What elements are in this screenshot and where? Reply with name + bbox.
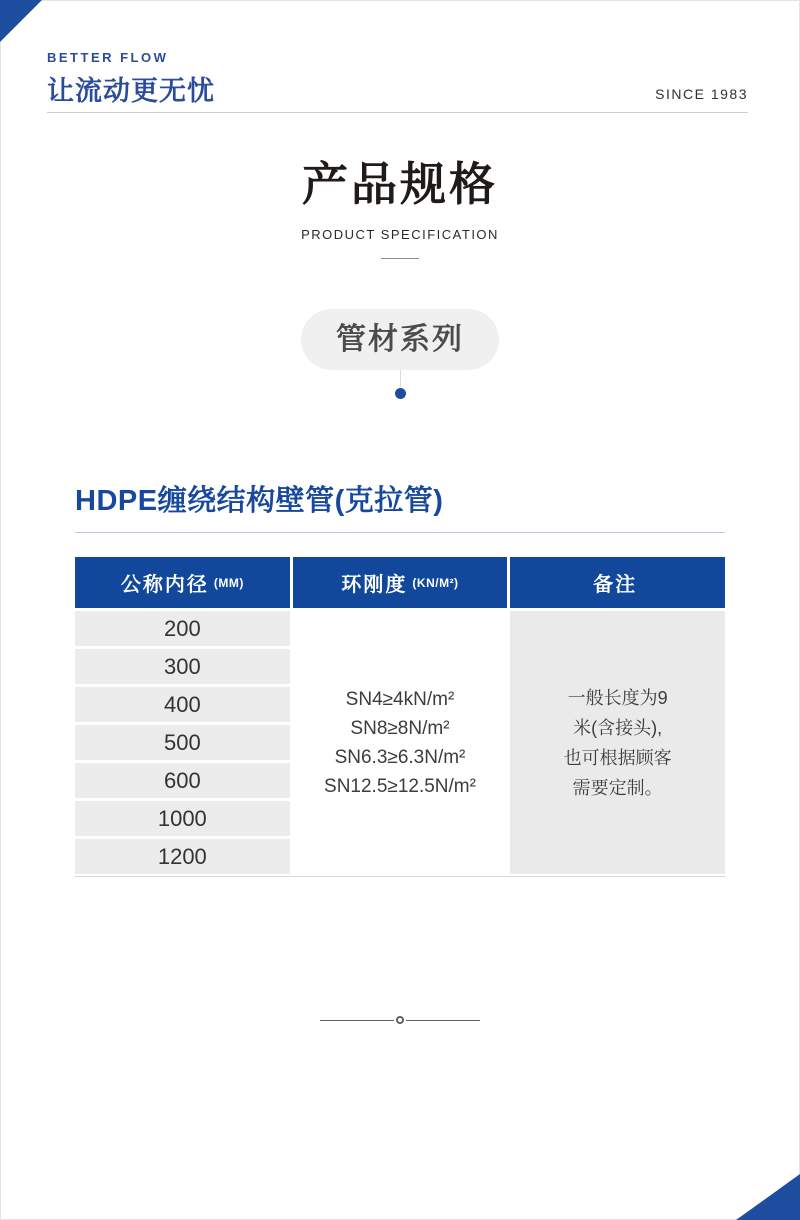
table-row: 400 <box>75 687 290 722</box>
remark-cell <box>510 611 725 874</box>
header-unit: (MM) <box>213 575 244 590</box>
page-subtitle: PRODUCT SPECIFICATION <box>301 227 499 242</box>
brand-header <box>47 50 748 112</box>
title-block <box>0 148 800 259</box>
page-title: 产品规格 <box>302 158 498 210</box>
header-divider <box>47 112 748 113</box>
spec-table-body <box>75 611 725 874</box>
connector-dot-icon <box>395 388 406 399</box>
remark-line: 需要定制。 <box>572 777 663 798</box>
series-badge: 管材系列 <box>301 309 499 370</box>
remark-line: 米(含接头), <box>573 717 663 738</box>
brand-logo-text: 让流动更无忧 <box>47 76 215 106</box>
divider-line-left <box>320 1020 394 1021</box>
title-underline <box>381 258 419 259</box>
table-row: 1000 <box>75 801 290 836</box>
table-row: 200 <box>75 611 290 646</box>
table-row: 1200 <box>75 839 290 874</box>
header-cell-stiffness <box>293 557 508 608</box>
footer-divider <box>320 1016 480 1024</box>
divider-circle-icon <box>396 1016 404 1024</box>
connector-line <box>400 370 401 387</box>
table-row: 600 <box>75 763 290 798</box>
corner-triangle-top-left-icon <box>0 0 42 42</box>
section-heading: HDPE缠绕结构壁管(克拉管) <box>75 478 725 533</box>
series-block <box>0 309 800 399</box>
stiffness-line: SN4≥4kN/m² <box>345 688 455 710</box>
header-unit: (KN/M²) <box>412 575 459 590</box>
diameter-column <box>75 611 290 874</box>
stiffness-line: SN8≥8N/m² <box>350 717 450 739</box>
header-cell-remark <box>510 557 725 608</box>
header-label: 备注 <box>593 574 638 596</box>
header-cell-diameter <box>75 557 290 608</box>
table-row: 300 <box>75 649 290 684</box>
brand-since-label: SINCE 1983 <box>655 86 748 102</box>
spec-table-header <box>75 557 725 608</box>
header-label: 环刚度 <box>341 574 408 596</box>
corner-triangle-bottom-right-icon <box>736 1174 800 1220</box>
brand-tagline: BETTER FLOW <box>47 50 169 65</box>
header-label: 公称内径 <box>120 574 209 596</box>
spec-section <box>75 478 725 877</box>
table-row: 500 <box>75 725 290 760</box>
stiffness-line: SN12.5≥12.5N/m² <box>324 775 476 797</box>
divider-line-right <box>406 1020 480 1021</box>
stiffness-line: SN6.3≥6.3N/m² <box>334 746 466 768</box>
spec-table <box>75 557 725 877</box>
remark-line: 也可根据顾客 <box>563 747 672 768</box>
stiffness-cell <box>293 611 508 874</box>
remark-line: 一般长度为9 <box>567 687 668 708</box>
